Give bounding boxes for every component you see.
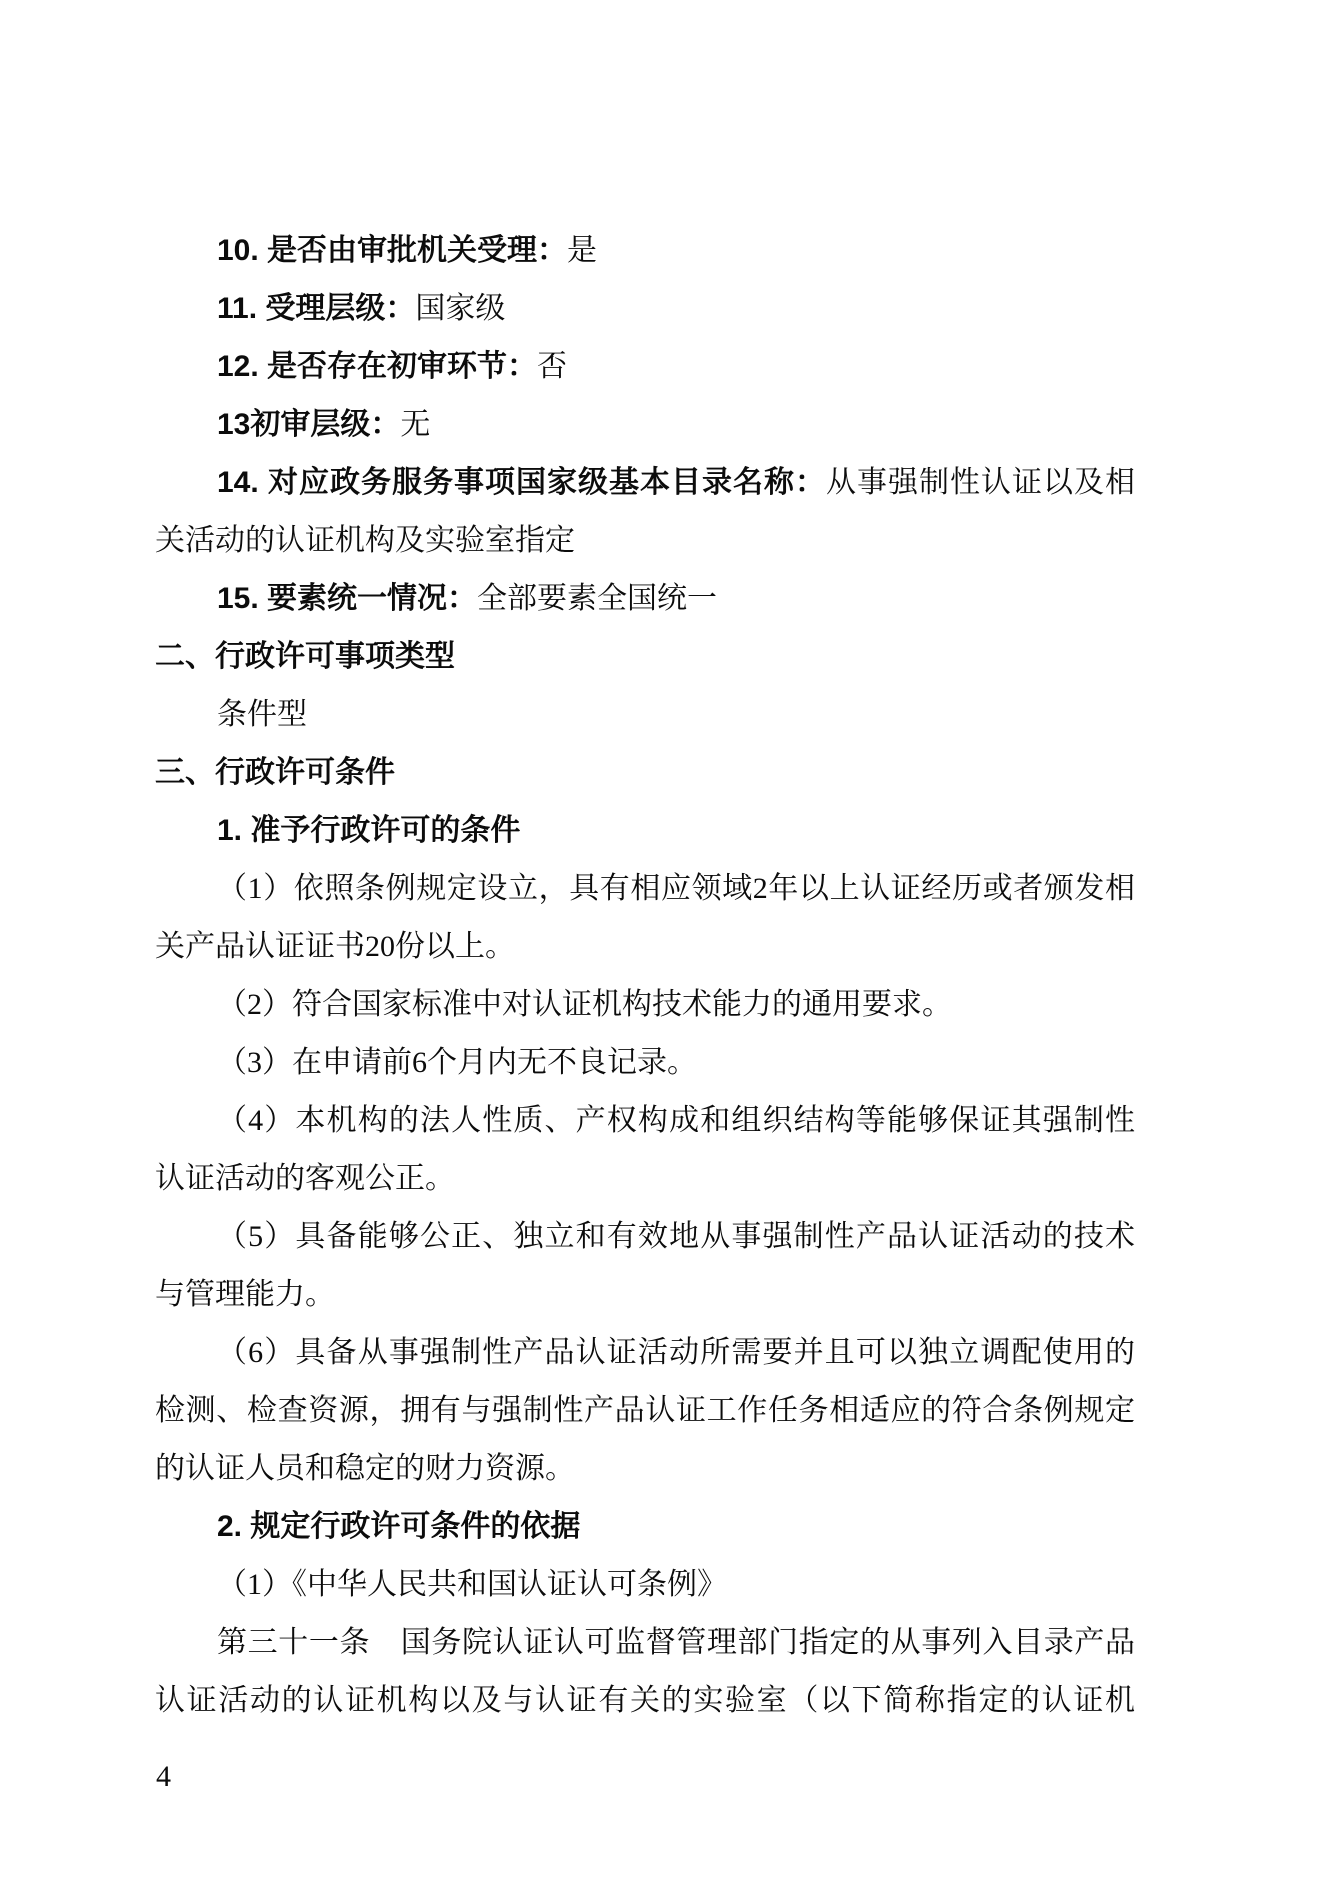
body-text: 条件型 [217, 698, 307, 731]
document-line [155, 1498, 1135, 1556]
label-text: 12. 是否存在初审环节： [217, 350, 538, 383]
document-line [155, 512, 1135, 570]
body-text: 否 [537, 350, 568, 383]
document-line [155, 976, 1135, 1034]
document-line [155, 1440, 1135, 1498]
label-text: 14. 对应政务服务事项国家级基本目录名称： [217, 466, 827, 499]
body-text: （5）具备能够公正、独立和有效地从事强制性产品认证活动的技术 [217, 1220, 1135, 1253]
document-line [155, 1266, 1135, 1324]
document-line [155, 1150, 1135, 1208]
body-text: （1）《中华人民共和国认证认可条例》 [217, 1568, 727, 1601]
label-text: 13初审层级： [217, 408, 401, 441]
document-line [155, 918, 1135, 976]
body-text: 与管理能力。 [155, 1278, 335, 1311]
body-text: 国家级 [415, 292, 506, 325]
label-text: 2. 规定行政许可条件的依据 [217, 1510, 581, 1543]
document-line [155, 1672, 1135, 1730]
body-text: 关产品认证证书20份以上。 [155, 930, 515, 963]
body-text: 是 [567, 234, 598, 267]
body-text: （6）具备从事强制性产品认证活动所需要并且可以独立调配使用的 [217, 1336, 1135, 1369]
document-line [155, 1556, 1135, 1614]
document-line [155, 570, 1135, 628]
label-text: 1. 准予行政许可的条件 [217, 814, 521, 847]
body-text: 全部要素全国统一 [477, 582, 718, 615]
label-text: 三、行政许可条件 [155, 756, 395, 789]
document-line [155, 802, 1135, 860]
document-line [155, 396, 1135, 454]
body-text: 认证活动的认证机构以及与认证有关的实验室（以下简称指定的认证机 [155, 1684, 1135, 1717]
document-line [155, 1324, 1135, 1382]
body-text: （1）依照条例规定设立，具有相应领域2年以上认证经历或者颁发相 [217, 872, 1135, 905]
document-line [155, 1382, 1135, 1440]
label-text: 二、行政许可事项类型 [155, 640, 455, 673]
label-text: 15. 要素统一情况： [217, 582, 478, 615]
body-text: 第三十一条 国务院认证认可监督管理部门指定的从事列入目录产品 [217, 1626, 1135, 1659]
document-line [155, 454, 1135, 512]
page-number: 4 [156, 1760, 171, 1793]
document-line [155, 860, 1135, 918]
document-line [155, 1614, 1135, 1672]
document-line [155, 744, 1135, 802]
document-line [155, 1092, 1135, 1150]
body-text: 认证活动的客观公正。 [155, 1162, 455, 1195]
document-line [155, 628, 1135, 686]
document-line [155, 280, 1135, 338]
label-text: 11. 受理层级： [217, 292, 416, 325]
label-text: 10. 是否由审批机关受理： [217, 234, 568, 267]
document-line [155, 222, 1135, 280]
document-line [155, 1208, 1135, 1266]
body-text: （3）在申请前6个月内无不良记录。 [217, 1046, 697, 1079]
body-text: （2）符合国家标准中对认证机构技术能力的通用要求。 [217, 988, 952, 1021]
document-line [155, 338, 1135, 396]
body-text: 无 [400, 408, 431, 441]
body-text: 从事强制性认证以及相 [826, 466, 1136, 499]
body-text: （4）本机构的法人性质、产权构成和组织结构等能够保证其强制性 [217, 1104, 1135, 1137]
document-line [155, 1034, 1135, 1092]
body-text: 关活动的认证机构及实验室指定 [155, 524, 575, 557]
document-line [155, 686, 1135, 744]
body-text: 检测、检查资源，拥有与强制性产品认证工作任务相适应的符合条例规定 [155, 1394, 1135, 1427]
body-text: 的认证人员和稳定的财力资源。 [155, 1452, 575, 1485]
